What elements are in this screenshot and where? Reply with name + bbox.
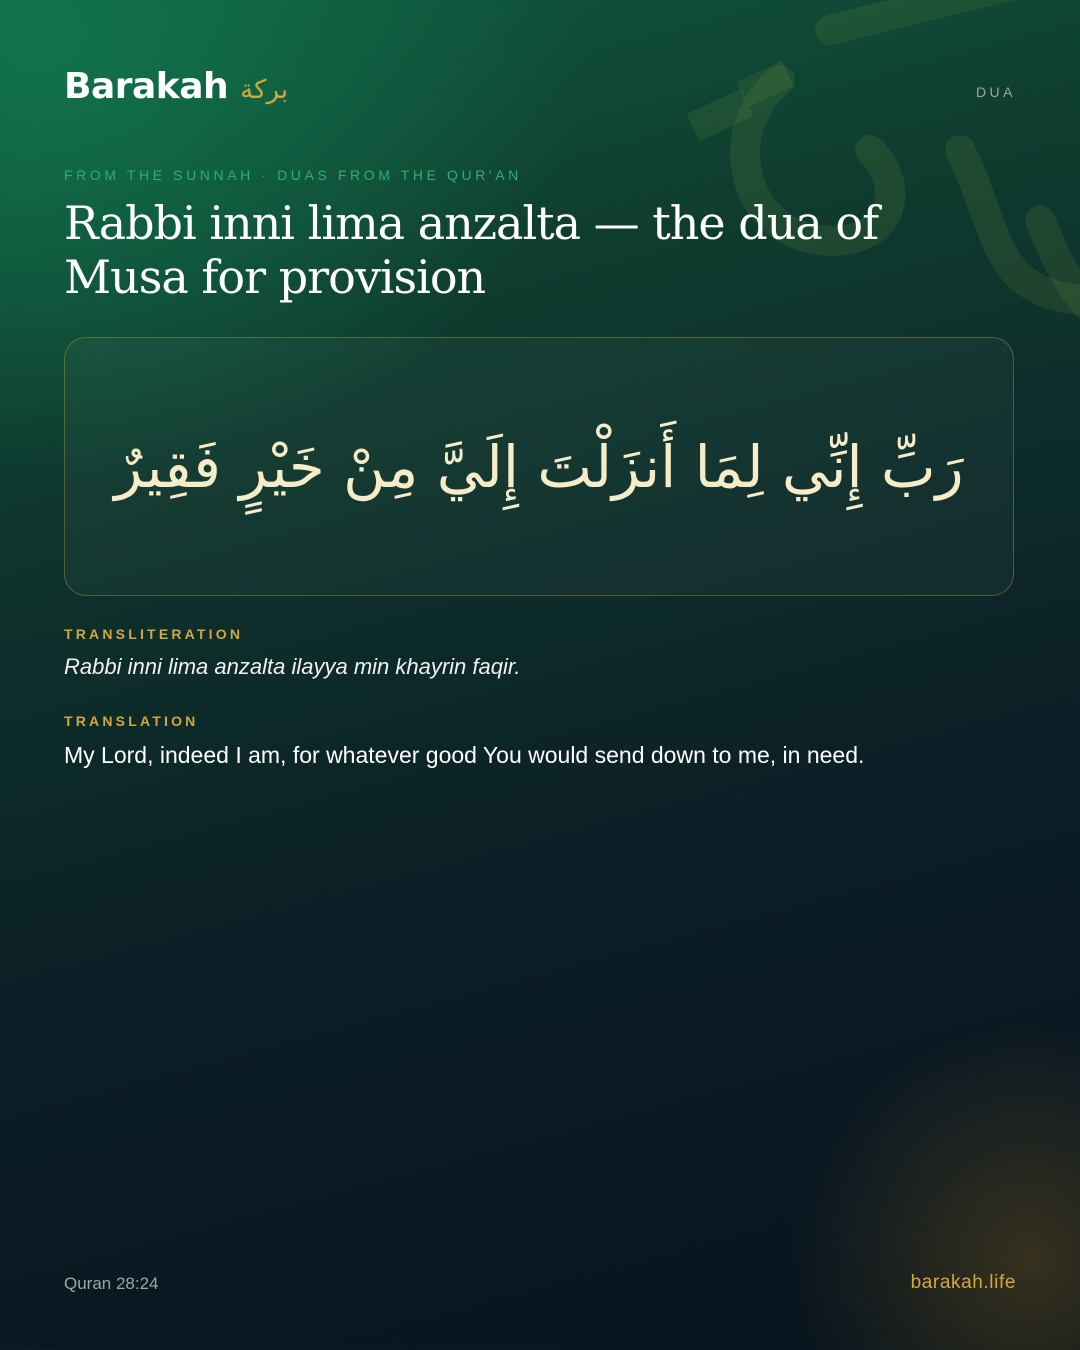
header (64, 66, 1016, 110)
transliteration-text: Rabbi inni lima anzalta ilayya min khayrin faqir. (64, 654, 521, 679)
transliteration-label: TRANSLITERATION (64, 626, 244, 642)
translation-text: My Lord, indeed I am, for whatever good You would send down to me, in need. (64, 742, 865, 768)
brand-name: Barakah (64, 66, 229, 107)
arabic-dua-text: رَبِّ إِنِّي لِمَا أَنزَلْتَ إِلَيَّ مِنْ خَيْرٍ فَقِيرٌ (114, 432, 964, 501)
section-tag: DUA (975, 84, 1016, 100)
calligraphy-watermark-icon (660, 0, 1080, 390)
brand-logo (64, 66, 288, 107)
translation-label: TRANSLATION (64, 713, 199, 729)
arabic-dua-card (64, 337, 1014, 596)
brand-arabic-name: بركة (240, 75, 289, 105)
quran-reference: Quran 28:24 (64, 1274, 159, 1293)
page-title: Rabbi inni lima anzalta — the dua of Musa for provision (64, 196, 879, 304)
category-eyebrow: FROM THE SUNNAH · DUAS FROM THE QUR'AN (64, 167, 522, 183)
site-link[interactable]: barakah.life (910, 1272, 1016, 1293)
